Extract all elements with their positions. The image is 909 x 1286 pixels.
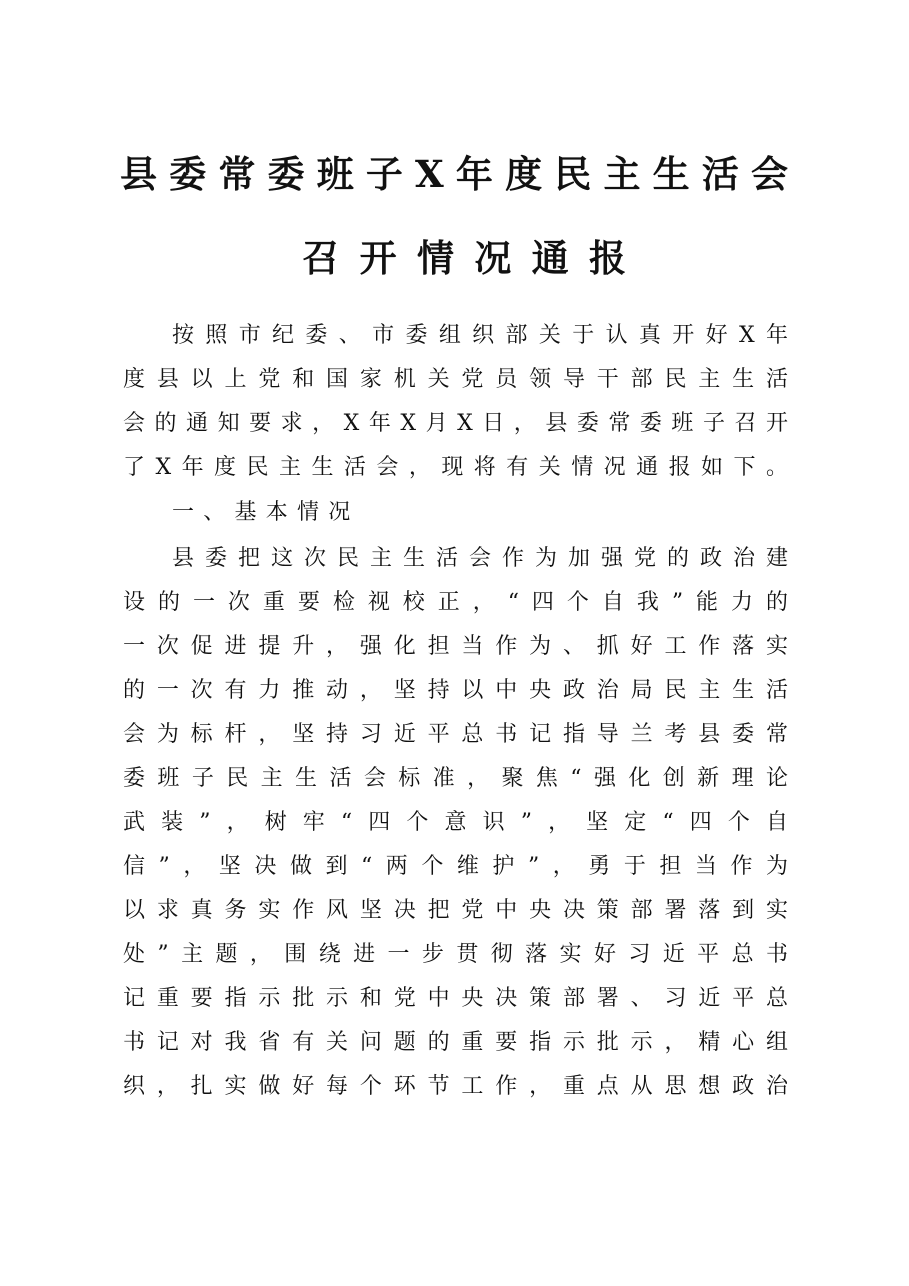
- paragraph-1-line-3: 会的通知要求，X年X月X日，县委常委班子召开: [123, 411, 788, 436]
- paragraph-2-line-3: 一次促进提升，强化担当作为、抓好工作落实: [123, 634, 788, 659]
- paragraph-2-line-4: 的一次有力推动，坚持以中央政治局民主生活: [123, 678, 788, 703]
- section-heading: 一、基本情况: [172, 500, 360, 525]
- document-title-line-2: 召开情况通报: [302, 236, 647, 280]
- paragraph-1-line-4: 了X年度民主生活会，现将有关情况通报如下。: [123, 455, 788, 480]
- paragraph-2-line-8: 信”，坚决做到“两个维护”，勇于担当作为: [123, 854, 788, 879]
- paragraph-2-line-11: 记重要指示批示和党中央决策部署、习近平总: [123, 986, 788, 1011]
- paragraph-2-line-12: 书记对我省有关问题的重要指示批示，精心组: [123, 1030, 788, 1055]
- paragraph-2-line-6: 委班子民主生活会标准，聚焦“强化创新理论: [123, 766, 788, 791]
- paragraph-2-line-5: 会为标杆，坚持习近平总书记指导兰考县委常: [123, 722, 788, 747]
- paragraph-2-line-2: 设的一次重要检视校正，“四个自我”能力的: [123, 590, 788, 615]
- paragraph-1-line-2: 度县以上党和国家机关党员领导干部民主生活: [123, 367, 788, 392]
- document-title-line-1: 县委常委班子X年度民主生活会: [120, 152, 788, 196]
- paragraph-2-line-1: 县委把这次民主生活会作为加强党的政治建: [172, 546, 788, 571]
- paragraph-2-line-10: 处”主题，围绕进一步贯彻落实好习近平总书: [123, 942, 788, 967]
- paragraph-2-line-13: 织，扎实做好每个环节工作，重点从思想政治: [123, 1074, 788, 1099]
- paragraph-2-line-9: 以求真务实作风坚决把党中央决策部署落到实: [123, 898, 788, 923]
- paragraph-1-line-1: 按照市纪委、市委组织部关于认真开好X年: [172, 323, 788, 348]
- paragraph-2-line-7: 武装”，树牢“四个意识”，坚定“四个自: [123, 810, 788, 835]
